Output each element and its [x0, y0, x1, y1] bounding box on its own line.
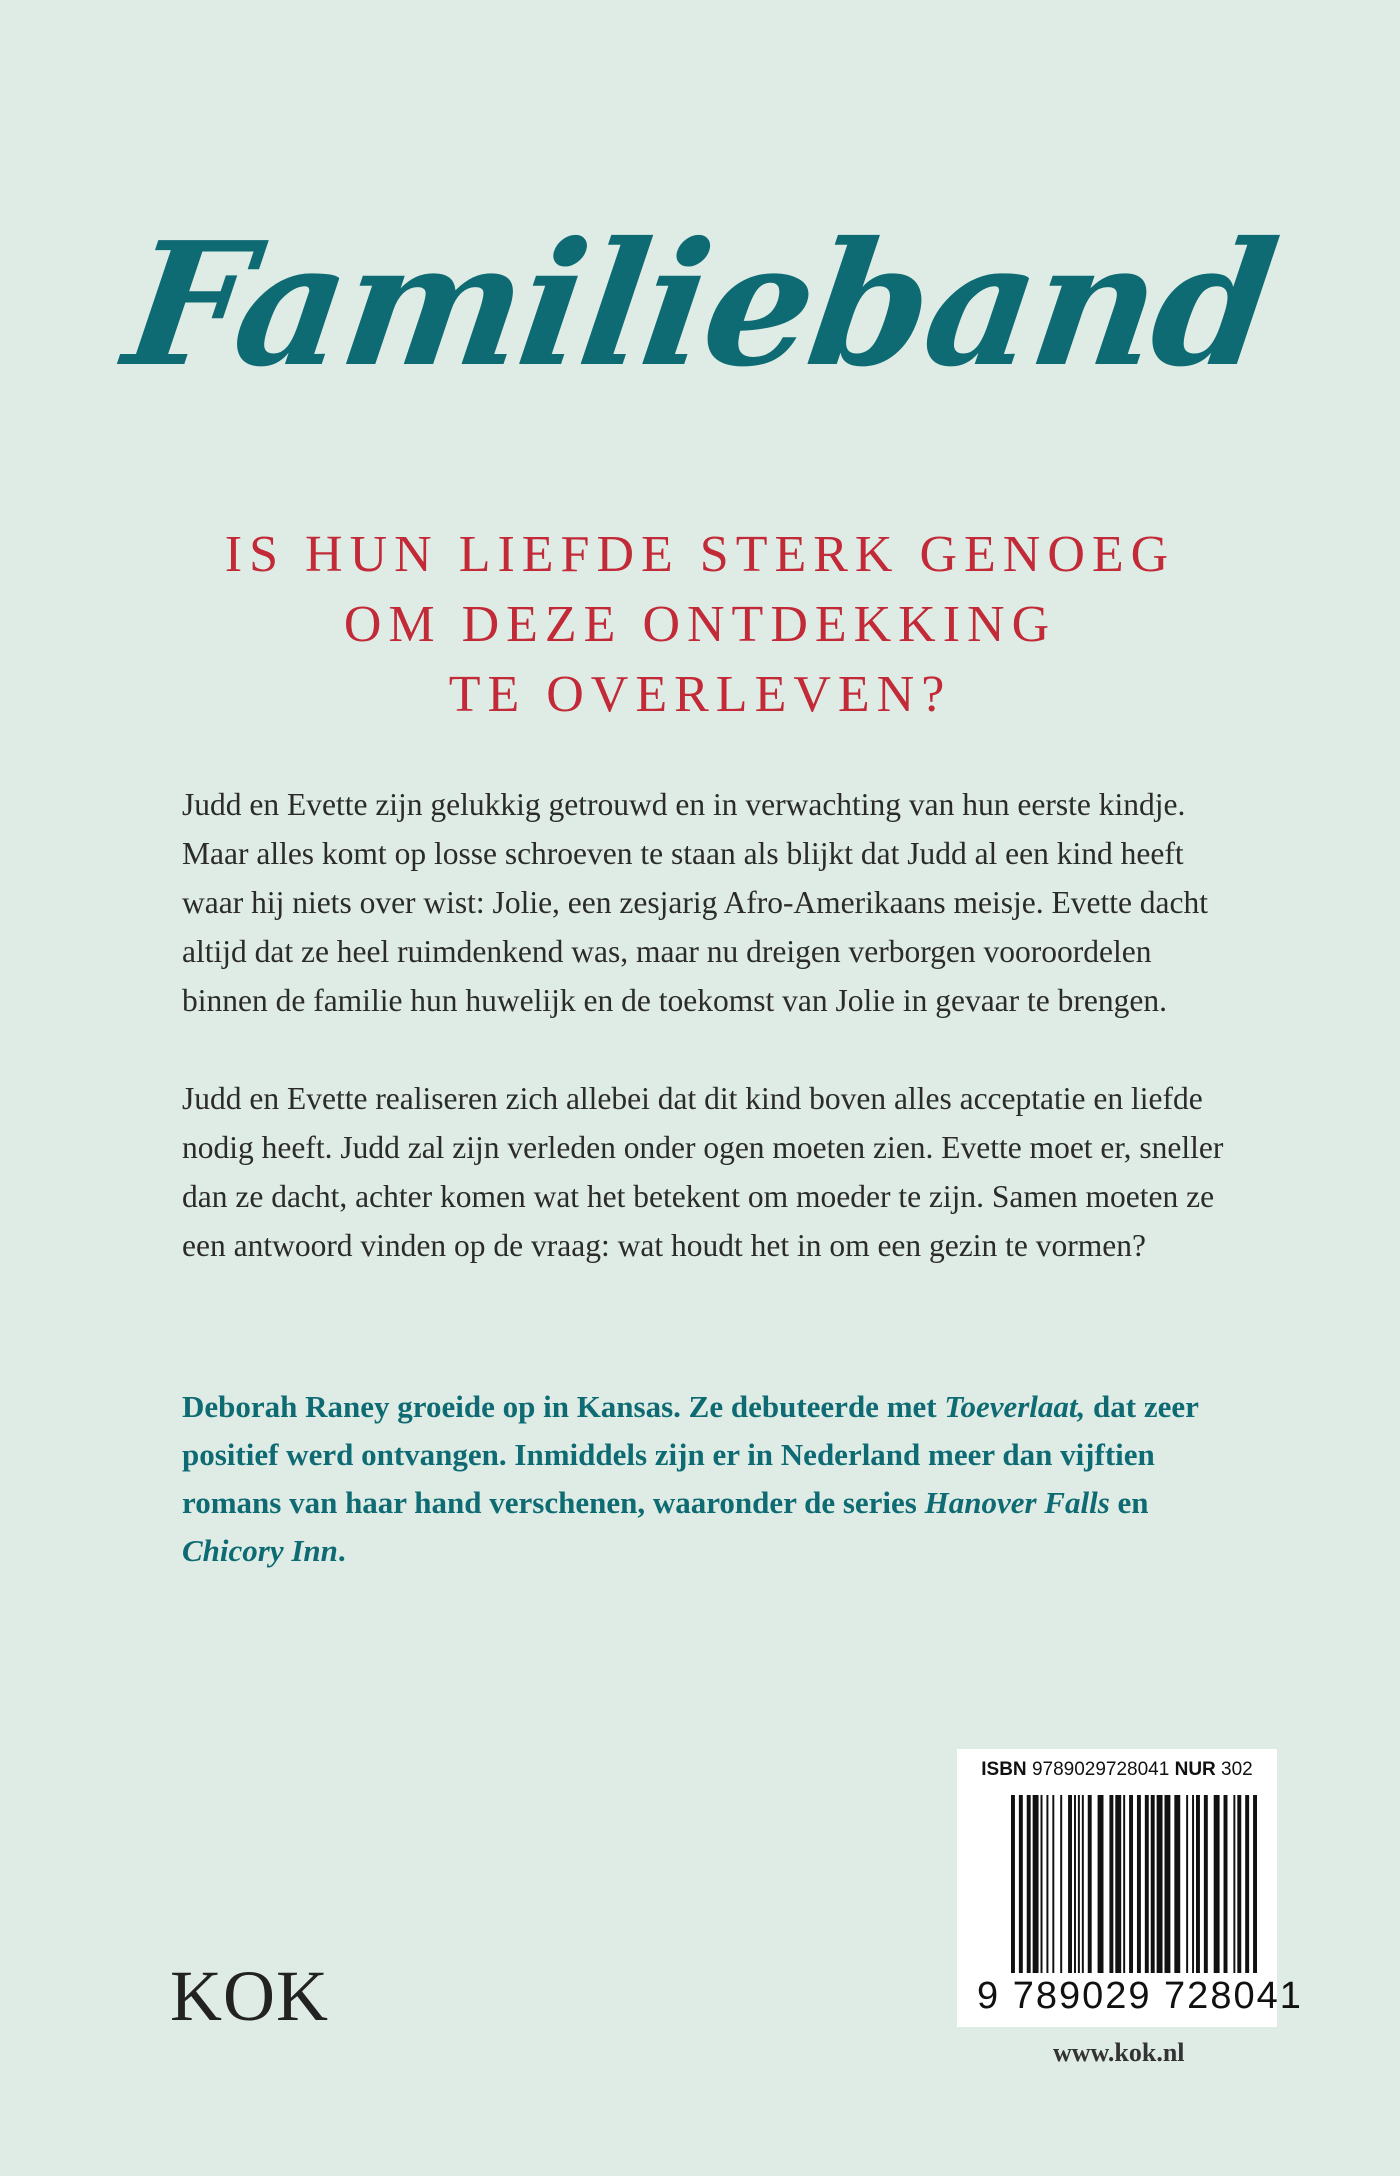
- barcode-bar: [1109, 1795, 1113, 1973]
- series-title-reference: Hanover Falls: [924, 1485, 1110, 1520]
- barcode-bar: [1174, 1795, 1180, 1973]
- publisher-logo: KOK: [170, 1956, 329, 2036]
- bio-text: Deborah Raney groeide op in Kansas. Ze debuteerde met: [182, 1389, 945, 1424]
- barcode-bar: [1115, 1795, 1121, 1973]
- barcode-bar: [1137, 1795, 1141, 1973]
- barcode-bar: [1151, 1795, 1155, 1973]
- barcode-bar: [1186, 1795, 1188, 1973]
- author-bio: [182, 1383, 1242, 1575]
- barcode-bar: [1129, 1795, 1133, 1973]
- barcode-bar: [1157, 1795, 1163, 1973]
- barcode-bar: [1033, 1795, 1039, 1973]
- barcode-bar: [1165, 1795, 1171, 1973]
- barcode-bar: [1237, 1795, 1241, 1973]
- barcode-bar: [1011, 1795, 1015, 1973]
- barcode-bar: [1098, 1795, 1104, 1973]
- barcode-bar: [1078, 1795, 1080, 1973]
- barcode-digits: 9 789029 728041: [977, 1975, 1303, 2017]
- isbn-number: 9789029728041: [1031, 1759, 1170, 1780]
- bio-text: .: [337, 1533, 346, 1568]
- nur-number: 302: [1221, 1759, 1253, 1780]
- barcode-bar: [1196, 1795, 1200, 1973]
- blurb: [182, 780, 1242, 1319]
- barcode-bar: [1060, 1795, 1062, 1973]
- barcode-box: [957, 1749, 1303, 2027]
- barcode-bar: [1145, 1795, 1149, 1973]
- barcode-bar: [1233, 1795, 1235, 1973]
- barcode-bar: [1068, 1795, 1072, 1973]
- barcode-bar: [1123, 1795, 1125, 1973]
- bio-text: dat zeer positief werd ontvangen. Inmiddels zijn er in Nederland meer dan vijftien romans van haar hand verschenen, waaronder de series: [182, 1389, 1199, 1520]
- tagline-line: TE OVERLEVEN?: [448, 666, 952, 723]
- barcode-bar: [1019, 1795, 1023, 1973]
- blurb-paragraph: Judd en Evette zijn gelukkig getrouwd en in verwachting van hun eerste kindje. Maar alles komt op losse schroeven te staan als blijkt dat Judd al een kind heeft waar hij niets over wist: Jolie, een zesjarig Afro-Amerikaans meisje. Evette dacht altijd dat ze heel ruimdenkend was, maar nu dreigen verborgen vooroordelen binnen de familie hun huwelijk en de toekomst van Jolie in gevaar te brengen.: [182, 787, 1209, 1018]
- book-title: Familieband: [115, 205, 1285, 405]
- tagline: [0, 520, 1400, 730]
- publisher-website: www.kok.nl: [1053, 2038, 1185, 2067]
- nur-label: NUR: [1174, 1759, 1216, 1780]
- barcode-bar: [1253, 1795, 1257, 1973]
- isbn-label: ISBN: [981, 1759, 1027, 1780]
- barcode-bar: [1192, 1795, 1194, 1973]
- barcode-bar: [1046, 1795, 1048, 1973]
- barcode-bar: [1082, 1795, 1084, 1973]
- barcode-bar: [1052, 1795, 1054, 1973]
- barcode-bar: [1074, 1795, 1076, 1973]
- tagline-line: IS HUN LIEFDE STERK GENOEG: [224, 526, 1176, 583]
- series-title-reference: Chicory Inn: [182, 1533, 338, 1568]
- bio-text: en: [1109, 1485, 1149, 1520]
- book-title-reference: Toeverlaat,: [944, 1389, 1086, 1424]
- barcode-bar: [1224, 1795, 1228, 1973]
- barcode-bar: [1214, 1795, 1220, 1973]
- barcode-bars: [1009, 1795, 1259, 1973]
- barcode-bar: [1204, 1795, 1208, 1973]
- barcode-bar: [1027, 1795, 1031, 1973]
- isbn-line: [957, 1759, 1277, 1781]
- tagline-line: OM DEZE ONTDEKKING: [343, 596, 1057, 653]
- barcode-bar: [1088, 1795, 1092, 1973]
- barcode-bar: [1245, 1795, 1249, 1973]
- barcode-bar: [1041, 1795, 1043, 1973]
- blurb-paragraph: Judd en Evette realiseren zich allebei dat dit kind boven alles acceptatie en liefde nodig heeft. Judd zal zijn verleden onder ogen moeten zien. Evette moet er, sneller dan ze dacht, achter komen wat het betekent om moeder te zijn. Samen moeten ze een antwoord vinden op de vraag: wat houdt het in om een gezin te vormen?: [182, 1081, 1224, 1263]
